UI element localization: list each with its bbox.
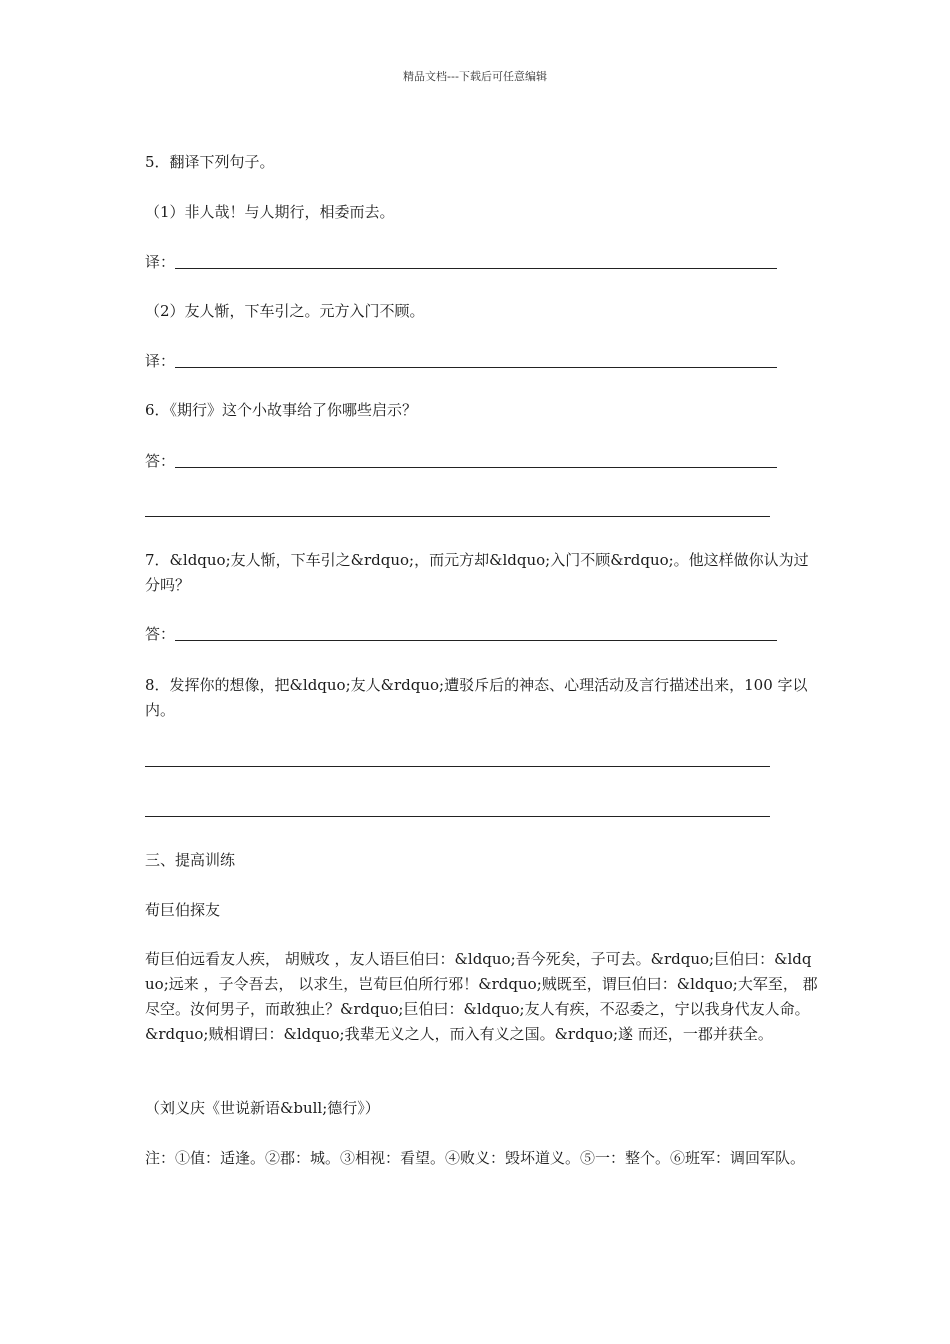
question-6-title: 6．《期行》这个小故事给了你哪些启示？: [145, 401, 418, 419]
question-7-title: 7．&ldquo;友人惭，下车引之&rdquo;，而元方却&ldquo;入门不顾&rdquo;。他这样做你认为过分吗？: [145, 551, 809, 594]
answer-line[interactable]: [145, 766, 770, 767]
question-5-translation-2: [145, 349, 777, 373]
question-7-answer: [145, 622, 777, 646]
answer-line-extra[interactable]: [145, 516, 770, 517]
passage-text: 荀巨伯远看友人疾， 胡贼攻 ，友人语巨伯曰：&ldquo;吾今死矣，子可去。&rdquo;巨伯曰：&ldquo;远来 ，子令吾去， 以求生，岂荀巨伯所行邪！&rdquo;贼既至，谓巨伯曰：&ldquo;大军至， 郡尽空。汝何男子，而敢独止？&rdquo;巨伯曰：&ldquo;友人有疾，不忍委之，宁以我身代友人命。&rdquo;贼相谓曰：&ldquo;我辈无义之人，而入有义之国。&rdquo;遂 而还，一郡并获全。: [145, 950, 818, 1043]
translate-label: 译：: [145, 352, 176, 370]
question-5-sentence-2: （2）友人惭，下车引之。元方入门不顾。: [145, 302, 425, 320]
passage-notes: 注：①值：适逢。②郡：城。③相视：看望。④败义：毁坏道义。⑤一：整个。⑥班军：调回军队。: [145, 1149, 806, 1167]
question-5-translation-1: [145, 250, 777, 274]
answer-line[interactable]: [145, 816, 770, 817]
answer-line[interactable]: [175, 466, 777, 468]
question-6-answer: [145, 449, 777, 473]
passage-source: （刘义庆《世说新语&bull;德行》）: [145, 1099, 380, 1117]
answer-line[interactable]: [175, 639, 777, 641]
question-8-title: 8．发挥你的想像，把&ldquo;友人&rdquo;遭驳斥后的神态、心理活动及言行描述出来，100 字以内。: [145, 676, 808, 719]
translate-label: 译：: [145, 253, 176, 271]
answer-line[interactable]: [175, 366, 777, 368]
answer-label: 答：: [145, 625, 176, 643]
page-header: 精品文档---下载后可任意编辑: [403, 70, 547, 83]
section-heading: 三、提高训练: [145, 851, 236, 869]
answer-line[interactable]: [175, 267, 777, 269]
question-5-title: 5．翻译下列句子。: [145, 153, 275, 171]
question-5-sentence-1: （1）非人哉！与人期行，相委而去。: [145, 203, 395, 221]
answer-label: 答：: [145, 452, 176, 470]
passage-title: 荀巨伯探友: [145, 901, 221, 919]
